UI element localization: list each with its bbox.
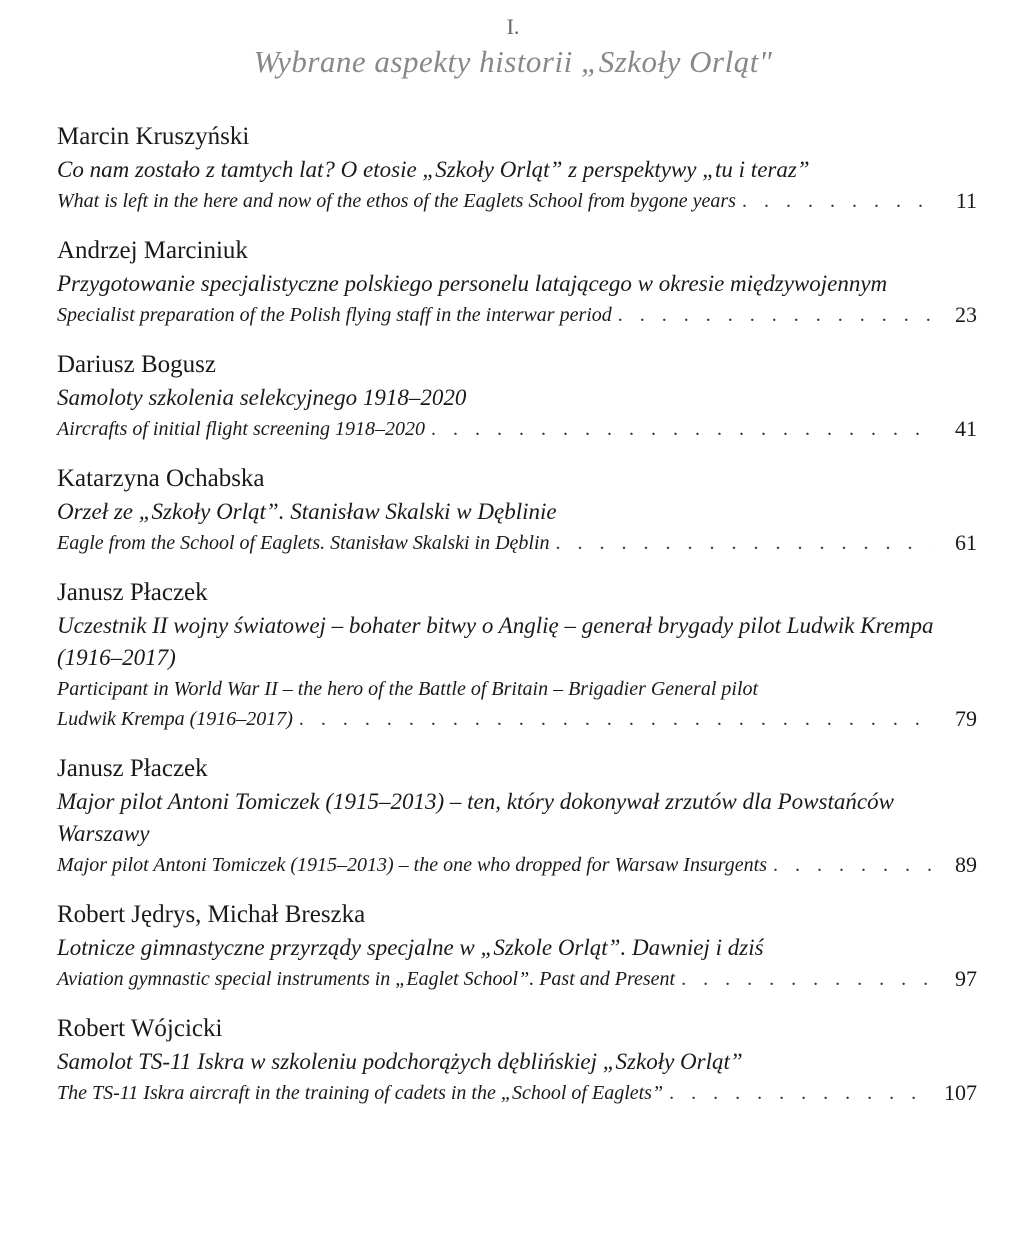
entry-title-pl: Lotnicze gimnastyczne przyrządy specjalne w „Szkole Orląt”. Dawniej i dziś: [57, 935, 764, 960]
entry-author: Robert Wójcicki: [57, 1015, 223, 1042]
section-title: Wybrane aspekty historii „Szkoły Orląt": [253, 44, 773, 79]
entry-title-en-row: [57, 186, 977, 216]
entry-author: Marcin Kruszyński: [57, 123, 250, 150]
entry-title-pl: Samoloty szkolenia selekcyjnego 1918–2020: [57, 385, 467, 410]
entry-title-en-row: [57, 528, 977, 558]
entry-author: Andrzej Marciniuk: [57, 237, 248, 264]
leader-dots: [431, 414, 931, 444]
entry-author: Dariusz Bogusz: [57, 351, 216, 378]
toc-entry: [57, 348, 977, 444]
entry-title-en: The TS-11 Iskra aircraft in the training of cadets in the „School of Eaglets”: [57, 1082, 664, 1104]
toc-entries: [57, 120, 977, 1126]
leader-dots: [556, 528, 931, 558]
entry-page-number[interactable]: 61: [955, 530, 977, 555]
entry-author: Katarzyna Ochabska: [57, 465, 265, 492]
entry-page-number[interactable]: 89: [955, 852, 977, 877]
entry-page-number[interactable]: 41: [955, 416, 977, 441]
entry-title-pl: Orzeł ze „Szkoły Orląt”. Stanisław Skalski w Dęblinie: [57, 499, 557, 524]
entry-title-en: Aircrafts of initial flight screening 1918–2020: [57, 418, 425, 440]
entry-page-number[interactable]: 97: [955, 966, 977, 991]
entry-title-en: Participant in World War II – the hero of the Battle of Britain – Brigadier General pilot: [57, 678, 759, 700]
entry-title-en: Eagle from the School of Eaglets. Stanisław Skalski in Dęblin: [57, 532, 550, 554]
entry-title-pl: Przygotowanie specjalistyczne polskiego personelu latającego w okresie międzywojennym: [57, 271, 888, 296]
entry-title-en-row: [57, 1078, 977, 1108]
entry-title-pl: Co nam zostało z tamtych lat? O etosie „Szkoły Orląt” z perspektywy „tu i teraz”: [57, 157, 810, 182]
entry-title-en: What is left in the here and now of the ethos of the Eaglets School from bygone years: [57, 190, 736, 212]
entry-page-number[interactable]: 107: [944, 1080, 977, 1105]
entry-title-en: Specialist preparation of the Polish flying staff in the interwar period: [57, 304, 612, 326]
entry-title-en-last-line: [57, 704, 977, 734]
leader-dots: [681, 964, 931, 994]
leader-dots: [299, 704, 931, 734]
toc-entry: [57, 120, 977, 216]
entry-title-en-row: [57, 414, 977, 444]
toc-entry: [57, 752, 977, 880]
entry-author: Janusz Płaczek: [57, 755, 208, 782]
entry-title-en: Aviation gymnastic special instruments in „Eaglet School”. Past and Present: [57, 968, 676, 990]
toc-entry: [57, 234, 977, 330]
section-number: I.: [506, 14, 520, 39]
entry-page-number[interactable]: 79: [955, 706, 977, 731]
entry-title-en: Major pilot Antoni Tomiczek (1915–2013) – the one who dropped for Warsaw Insurgents: [57, 854, 767, 876]
entry-title-pl: Major pilot Antoni Tomiczek (1915–2013) – ten, który dokonywał zrzutów dla Powstańców Warszawy: [57, 789, 894, 846]
entry-title-en: Ludwik Krempa (1916–2017): [57, 708, 293, 730]
entry-title-pl: Samolot TS-11 Iskra w szkoleniu podchorążych dęblińskiej „Szkoły Orląt”: [57, 1049, 743, 1074]
entry-title-pl: Uczestnik II wojny światowej – bohater bitwy o Anglię – generał brygady pilot Ludwik Krempa (1916–2017): [57, 613, 934, 670]
entry-page-number[interactable]: 23: [955, 302, 977, 327]
entry-author: Janusz Płaczek: [57, 579, 208, 606]
leader-dots: [618, 300, 931, 330]
toc-entry: [57, 898, 977, 994]
entry-title-en-row: [57, 300, 977, 330]
entry-title-en-row: [57, 964, 977, 994]
toc-entry: [57, 1012, 977, 1108]
entry-title-en-row: [57, 850, 977, 880]
toc-entry: [57, 576, 977, 734]
leader-dots: [773, 850, 931, 880]
toc-entry: [57, 462, 977, 558]
leader-dots: [669, 1078, 931, 1108]
entry-author: Robert Jędrys, Michał Breszka: [57, 901, 366, 928]
leader-dots: [742, 186, 931, 216]
entry-page-number[interactable]: 11: [955, 188, 977, 213]
entry-title-en-row: [57, 674, 977, 734]
